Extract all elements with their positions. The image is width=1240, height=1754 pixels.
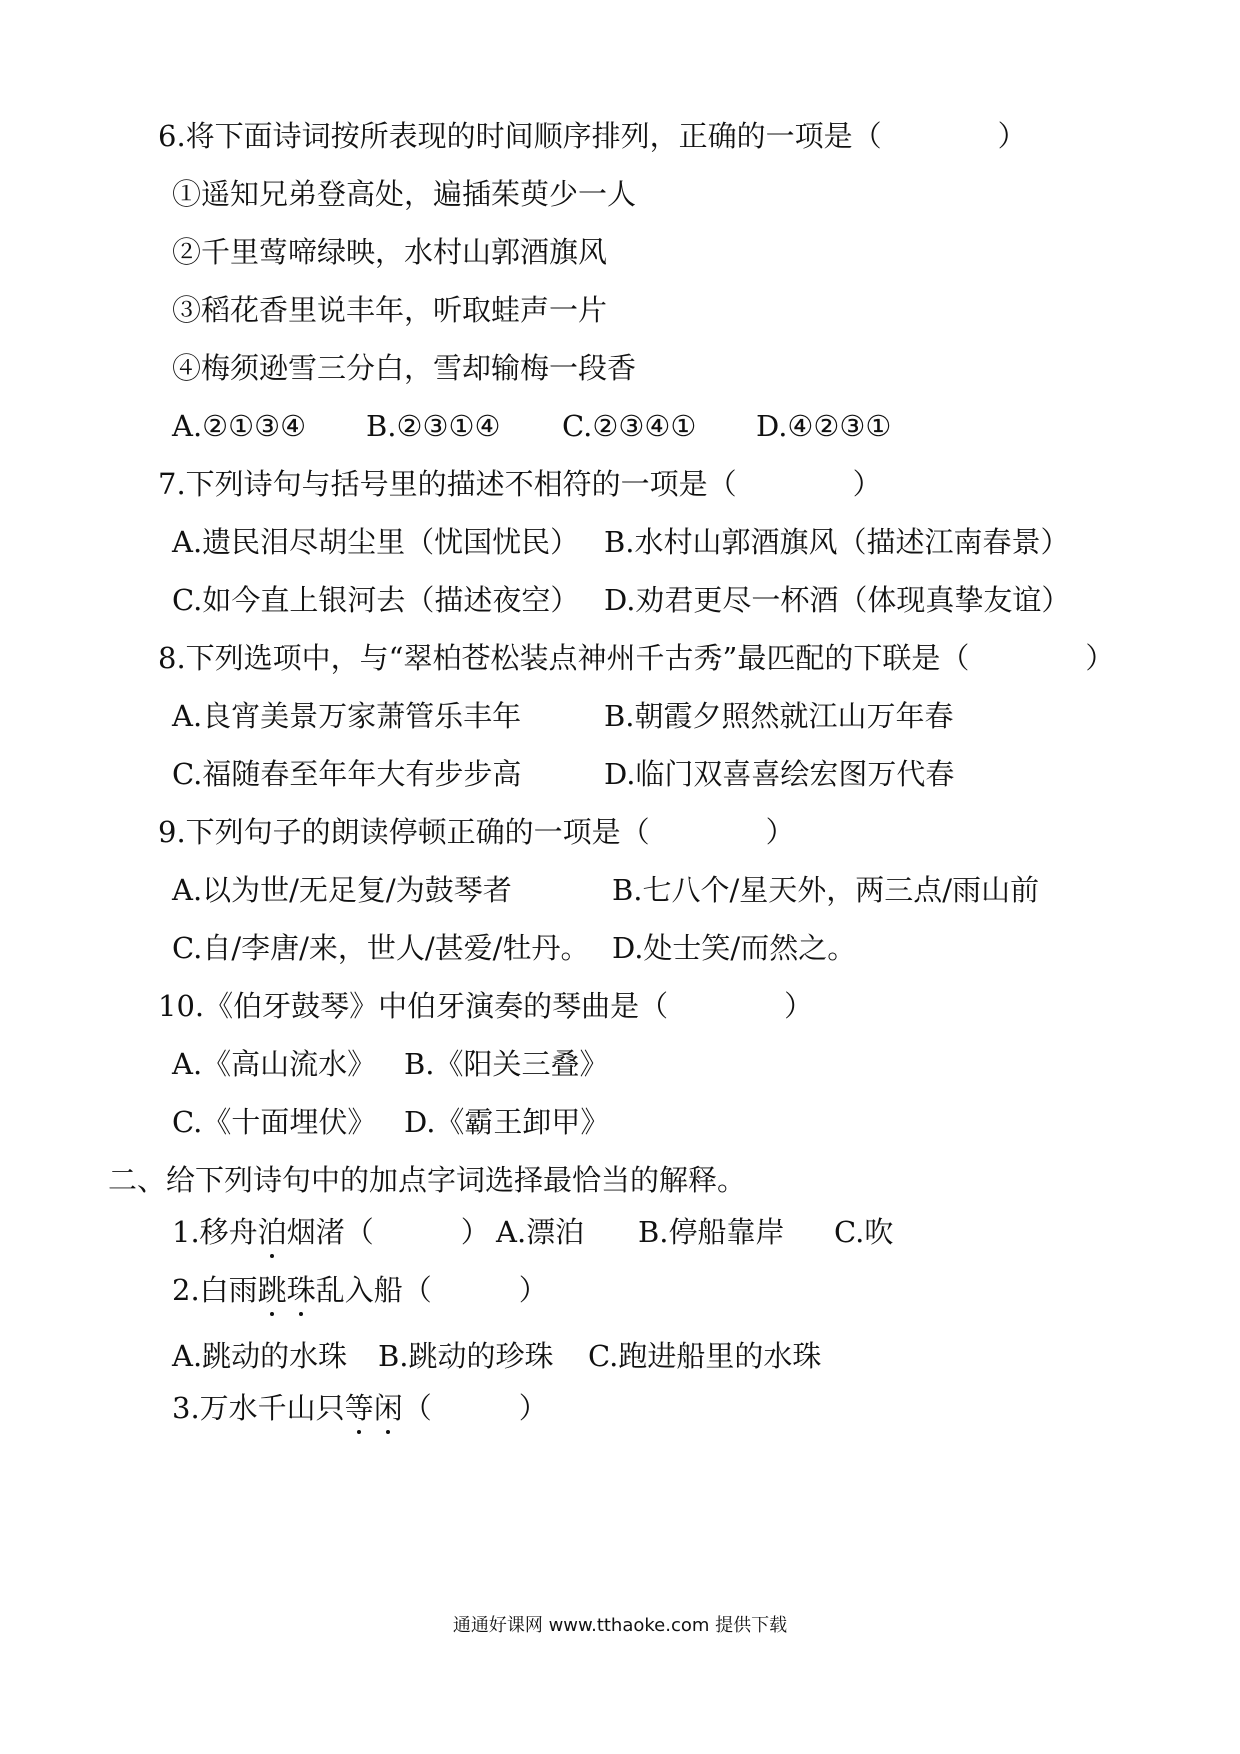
- s2-item-3-dotted-word: [345, 1391, 403, 1425]
- q10-stem: 10.《伯牙鼓琴》中伯牙演奏的琴曲是（ ）: [158, 989, 814, 1023]
- q7-option-b: B.水村山郭酒旗风（描述江南春景）: [604, 525, 1070, 559]
- s2-item-2-pre: 2.白雨: [172, 1273, 258, 1307]
- q6-item-2: ②千里莺啼绿映，水村山郭酒旗风: [172, 235, 608, 269]
- q6-option-c: C.②③④①: [562, 409, 697, 443]
- s2-item-2-post: 乱入船（ ）: [315, 1273, 548, 1307]
- s2-item-1-dotted-word: 泊: [258, 1212, 287, 1252]
- q7-stem: 7.下列诗句与括号里的描述不相符的一项是（ ）: [158, 467, 882, 501]
- q6-option-a: A.②①③④: [172, 409, 307, 443]
- q6-item-1: ①遥知兄弟登高处，遍插茱萸少一人: [172, 177, 637, 211]
- q9-option-a: A.以为世/无足复/为鼓琴者: [172, 873, 512, 907]
- s2-item-3: [172, 1388, 548, 1428]
- s2-item-2-option-c: C.跑进船里的水珠: [588, 1339, 822, 1373]
- q6-option-d: D.④②③①: [756, 409, 892, 443]
- q7-option-a: A.遗民泪尽胡尘里（忧国忧民）: [172, 525, 580, 559]
- q8-option-b: B.朝霞夕照然就江山万年春: [604, 699, 954, 733]
- s2-item-2-option-a: A.跳动的水珠: [172, 1339, 348, 1373]
- q10-option-c: C.《十面埋伏》: [172, 1105, 377, 1139]
- q8-option-d: D.临门双喜喜绘宏图万代春: [604, 757, 955, 791]
- s2-item-3-post: （ ）: [402, 1391, 548, 1425]
- s2-item-1: [172, 1212, 490, 1252]
- q8-stem: 8.下列选项中，与“翠柏苍松装点神州千古秀”最匹配的下联是（ ）: [158, 641, 1115, 675]
- s2-item-1-option-c: C.吹: [834, 1215, 894, 1249]
- s2-item-2-option-b: B.跳动的珍珠: [378, 1339, 554, 1373]
- q9-option-c: C.自/李唐/来，世人/甚爱/牡丹。: [172, 931, 590, 965]
- q9-option-d: D.处士笑/而然之。: [612, 931, 857, 965]
- q10-option-b: B.《阳关三叠》: [404, 1047, 609, 1081]
- dotted-char: 闲: [374, 1388, 403, 1428]
- q9-stem: 9.下列句子的朗读停顿正确的一项是（ ）: [158, 815, 795, 849]
- q9-option-b: B.七八个/星天外，两三点/雨山前: [612, 873, 1040, 907]
- s2-item-1-post: 烟渚（ ）: [286, 1215, 490, 1249]
- q8-option-a: A.良宵美景万家萧管乐丰年: [172, 699, 522, 733]
- dotted-char: 等: [345, 1388, 374, 1428]
- q8-option-c: C.福随春至年年大有步步高: [172, 757, 522, 791]
- s2-item-1-option-a: A.漂泊: [496, 1215, 585, 1249]
- q7-option-c: C.如今直上银河去（描述夜空）: [172, 583, 580, 617]
- s2-item-1-pre: 1.移舟: [172, 1215, 258, 1249]
- q6-stem: 6.将下面诗词按所表现的时间顺序排列，正确的一项是（ ）: [158, 119, 1027, 153]
- q6-option-b: B.②③①④: [366, 409, 501, 443]
- footer-text: 通通好课网 www.tthaoke.com 提供下载: [452, 1615, 788, 1636]
- q6-item-3: ③稻花香里说丰年，听取蛙声一片: [172, 293, 608, 327]
- dotted-char: 珠: [287, 1270, 316, 1310]
- q6-item-4: ④梅须逊雪三分白，雪却输梅一段香: [172, 351, 637, 385]
- q10-option-a: A.《高山流水》: [172, 1047, 377, 1081]
- s2-item-3-pre: 3.万水千山只: [172, 1391, 345, 1425]
- s2-item-2-dotted-word: [258, 1273, 316, 1307]
- s2-item-2: [172, 1270, 548, 1310]
- q7-option-d: D.劝君更尽一杯酒（体现真挚友谊）: [604, 583, 1071, 617]
- section2-title: 二、给下列诗句中的加点字词选择最恰当的解释。: [108, 1163, 747, 1197]
- dotted-char: 跳: [258, 1270, 287, 1310]
- q10-option-d: D.《霸王卸甲》: [404, 1105, 610, 1139]
- s2-item-1-option-b: B.停船靠岸: [638, 1215, 785, 1249]
